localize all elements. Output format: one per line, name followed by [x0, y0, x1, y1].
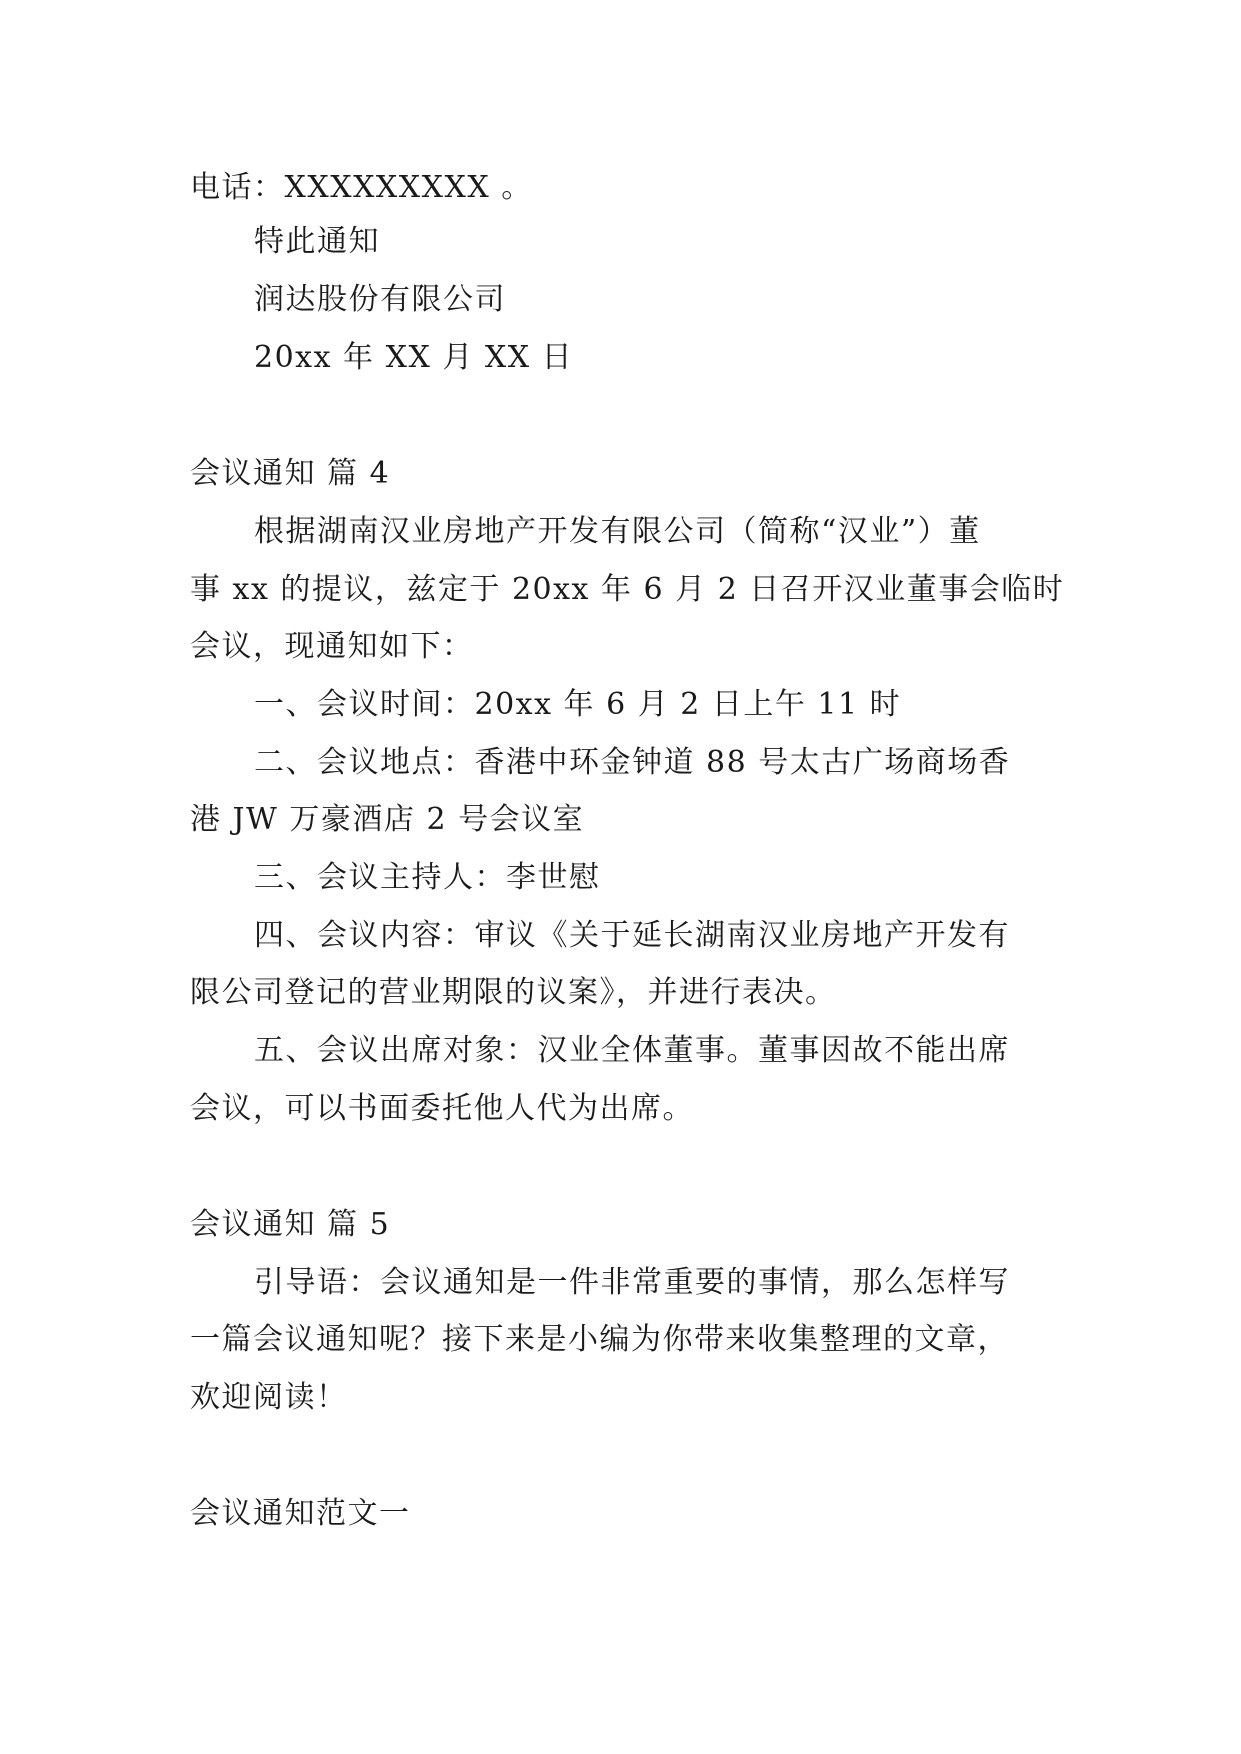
meeting-attendees-item-line-2: 会议，可以书面委托他人代为出席。: [190, 1091, 694, 1126]
notice-closing: 特此通知: [254, 224, 380, 259]
section-5-intro-line-2: 一篇会议通知呢？接下来是小编为你带来收集整理的文章，: [190, 1322, 1009, 1357]
section-5-intro-line-1: 引导语：会议通知是一件非常重要的事情，那么怎样写: [254, 1265, 1010, 1300]
meeting-time-item: 一、会议时间：20xx 年 6 月 2 日上午 11 时: [254, 687, 902, 722]
company-name: 润达股份有限公司: [254, 282, 506, 317]
section-5-intro-line-3: 欢迎阅读！: [190, 1380, 348, 1415]
meeting-host-item: 三、会议主持人：李世慰: [254, 860, 601, 895]
meeting-place-item-line-2: 港 JW 万豪酒店 2 号会议室: [190, 802, 585, 837]
meeting-place-item-line-1: 二、会议地点：香港中环金钟道 88 号太古广场商场香: [254, 745, 1011, 780]
section-4-heading: 会议通知 篇 4: [190, 456, 391, 491]
section-4-paragraph-line-1: 根据湖南汉业房地产开发有限公司（简称“汉业”）董: [254, 514, 981, 549]
meeting-content-item-line-1: 四、会议内容：审议《关于延长湖南汉业房地产开发有: [254, 918, 1010, 953]
phone-line: 电话：XXXXXXXXX 。: [190, 170, 533, 205]
notice-date: 20xx 年 XX 月 XX 日: [254, 340, 574, 375]
section-4-paragraph-line-2: 事 xx 的提议，兹定于 20xx 年 6 月 2 日召开汉业董事会临时: [190, 572, 1065, 607]
meeting-attendees-item-line-1: 五、会议出席对象：汉业全体董事。董事因故不能出席: [254, 1033, 1010, 1068]
meeting-content-item-line-2: 限公司登记的营业期限的议案》，并进行表决。: [190, 975, 837, 1010]
sample-heading: 会议通知范文一: [190, 1496, 411, 1531]
section-5-heading: 会议通知 篇 5: [190, 1207, 391, 1242]
section-4-paragraph-line-3: 会议，现通知如下：: [190, 629, 474, 664]
